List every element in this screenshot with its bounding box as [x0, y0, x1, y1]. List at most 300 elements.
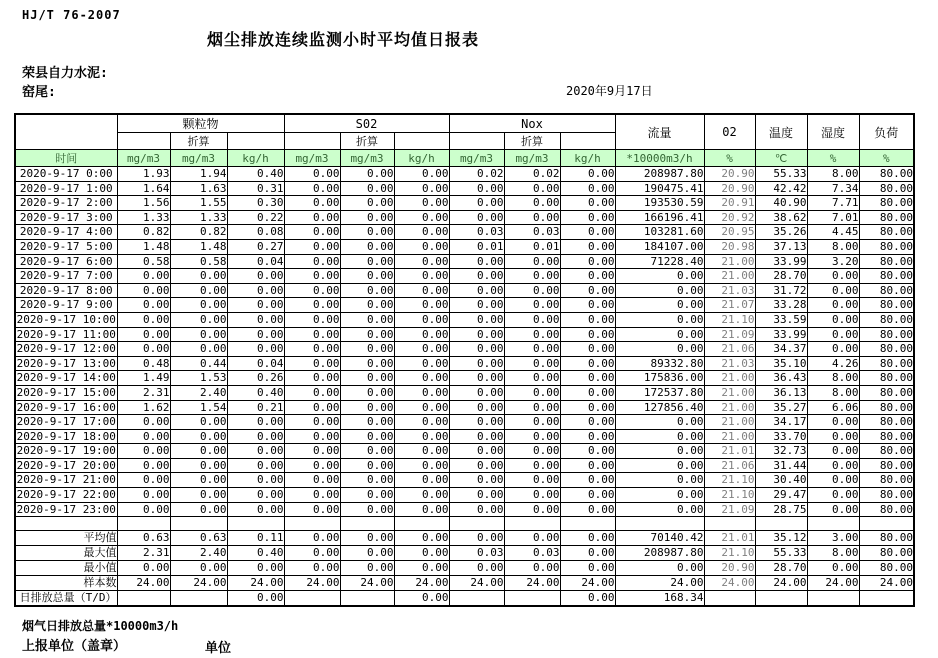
value-cell: 21.00: [704, 415, 755, 430]
value-cell: 21.00: [704, 269, 755, 284]
value-cell: 0.00: [340, 181, 394, 196]
value-cell: 24.00: [504, 576, 560, 591]
unit-cell: kg/h: [394, 150, 449, 167]
unit-cell: ℃: [755, 150, 807, 167]
value-cell: 0.00: [117, 415, 170, 430]
value-cell: 0.00: [117, 488, 170, 503]
value-cell: 0.00: [615, 269, 704, 284]
value-cell: 0.00: [504, 283, 560, 298]
value-cell: 0.31: [227, 181, 284, 196]
value-cell: 0.00: [227, 488, 284, 503]
table-row: [15, 415, 914, 430]
value-cell: 0.11: [227, 531, 284, 546]
value-cell: 80.00: [859, 181, 914, 196]
value-cell: 80.00: [859, 531, 914, 546]
value-cell: 1.33: [170, 210, 227, 225]
value-cell: 0.58: [170, 254, 227, 269]
value-cell: 0.40: [227, 167, 284, 182]
value-cell: 0.00: [284, 327, 340, 342]
value-cell: 0.00: [117, 269, 170, 284]
value-cell: 2.31: [117, 385, 170, 400]
value-cell: 0.00: [560, 444, 615, 459]
value-cell: 190475.41: [615, 181, 704, 196]
spacer-cell: [560, 517, 615, 531]
value-cell: 30.40: [755, 473, 807, 488]
value-cell: 0.00: [615, 429, 704, 444]
value-cell: 0.00: [504, 473, 560, 488]
value-cell: 0.00: [340, 400, 394, 415]
value-cell: 0.40: [227, 546, 284, 561]
table-row: [15, 385, 914, 400]
spacer-cell: [227, 517, 284, 531]
value-cell: 80.00: [859, 546, 914, 561]
value-cell: 0.00: [170, 473, 227, 488]
value-cell: 20.90: [704, 181, 755, 196]
value-cell: 0.00: [340, 371, 394, 386]
value-cell: 0.00: [394, 591, 449, 607]
value-cell: 0.00: [449, 502, 504, 517]
value-cell: 0.00: [284, 415, 340, 430]
value-cell: 0.00: [284, 239, 340, 254]
unit-cell: %: [807, 150, 859, 167]
value-cell: 103281.60: [615, 225, 704, 240]
value-cell: 0.01: [504, 239, 560, 254]
spacer-cell: [340, 517, 394, 531]
value-cell: 70140.42: [615, 531, 704, 546]
value-cell: 0.00: [449, 327, 504, 342]
value-cell: 28.70: [755, 561, 807, 576]
value-cell: 1.63: [170, 181, 227, 196]
value-cell: 208987.80: [615, 167, 704, 182]
value-cell: 0.00: [394, 502, 449, 517]
value-cell: 80.00: [859, 444, 914, 459]
group-header-row: [15, 114, 914, 133]
value-cell: 0.44: [170, 356, 227, 371]
table-row: [15, 239, 914, 254]
value-cell: 0.00: [284, 225, 340, 240]
value-cell: 0.00: [227, 473, 284, 488]
value-cell: 0.00: [227, 591, 284, 607]
value-cell: 0.01: [449, 239, 504, 254]
value-cell: 0.00: [284, 269, 340, 284]
group-header-pm: 颗粒物: [117, 114, 284, 133]
value-cell: 21.00: [704, 429, 755, 444]
conversion-label-so2: 折算: [340, 133, 394, 150]
value-cell: 0.00: [504, 312, 560, 327]
value-cell: 0.00: [394, 225, 449, 240]
value-cell: 0.00: [615, 283, 704, 298]
unit-label: 单位: [205, 641, 232, 656]
value-cell: 0.26: [227, 371, 284, 386]
value-cell: [504, 591, 560, 607]
value-cell: 38.62: [755, 210, 807, 225]
value-cell: 0.00: [449, 385, 504, 400]
value-cell: 0.00: [284, 385, 340, 400]
value-cell: 7.34: [807, 181, 859, 196]
value-cell: 0.00: [227, 561, 284, 576]
value-cell: 0.00: [807, 458, 859, 473]
value-cell: [117, 591, 170, 607]
value-cell: 40.90: [755, 196, 807, 211]
value-cell: 80.00: [859, 327, 914, 342]
value-cell: 33.28: [755, 298, 807, 313]
value-cell: 0.00: [227, 458, 284, 473]
value-cell: 0.00: [560, 283, 615, 298]
value-cell: 28.70: [755, 269, 807, 284]
value-cell: 2.31: [117, 546, 170, 561]
table-row: [15, 225, 914, 240]
value-cell: 4.45: [807, 225, 859, 240]
value-cell: 0.00: [340, 225, 394, 240]
value-cell: 0.00: [807, 473, 859, 488]
value-cell: 24.00: [859, 576, 914, 591]
value-cell: 0.00: [284, 196, 340, 211]
value-cell: 4.26: [807, 356, 859, 371]
conversion-label-pm: 折算: [170, 133, 227, 150]
value-cell: 20.95: [704, 225, 755, 240]
value-cell: 80.00: [859, 167, 914, 182]
value-cell: 0.00: [504, 531, 560, 546]
value-cell: 31.44: [755, 458, 807, 473]
column-header-temperature: 温度: [755, 114, 807, 150]
value-cell: 2.40: [170, 385, 227, 400]
unit-cell: %: [859, 150, 914, 167]
value-cell: 0.21: [227, 400, 284, 415]
daily-total-row: [15, 591, 914, 607]
value-cell: 1.93: [117, 167, 170, 182]
column-header-humidity: 湿度: [807, 114, 859, 150]
value-cell: 0.00: [504, 400, 560, 415]
value-cell: 0.00: [504, 254, 560, 269]
value-cell: 0.00: [340, 385, 394, 400]
value-cell: 0.00: [449, 298, 504, 313]
summary-label: 平均值: [15, 531, 117, 546]
value-cell: 0.00: [560, 591, 615, 607]
value-cell: 0.02: [449, 167, 504, 182]
value-cell: 0.00: [284, 444, 340, 459]
value-cell: 0.00: [615, 327, 704, 342]
value-cell: 127856.40: [615, 400, 704, 415]
value-cell: 8.00: [807, 371, 859, 386]
value-cell: 20.91: [704, 196, 755, 211]
time-cell: 2020-9-17 12:00: [16, 342, 116, 356]
value-cell: 0.27: [227, 239, 284, 254]
value-cell: 0.00: [615, 444, 704, 459]
value-cell: 0.00: [449, 400, 504, 415]
table-header: [15, 114, 914, 167]
value-cell: 80.00: [859, 415, 914, 430]
value-cell: 0.00: [504, 327, 560, 342]
spacer-cell: [807, 517, 859, 531]
value-cell: 24.00: [340, 576, 394, 591]
time-cell: 2020-9-17 3:00: [15, 210, 117, 225]
table-row: [15, 356, 914, 371]
company-name: 荣县自力水泥:: [22, 66, 108, 81]
value-cell: 8.00: [807, 167, 859, 182]
value-cell: 80.00: [859, 458, 914, 473]
value-cell: 0.00: [170, 488, 227, 503]
value-cell: 0.00: [394, 298, 449, 313]
value-cell: 0.00: [170, 342, 227, 357]
value-cell: 0.00: [284, 283, 340, 298]
time-cell: 2020-9-17 0:00: [15, 167, 117, 182]
value-cell: 0.00: [170, 444, 227, 459]
value-cell: 0.04: [227, 356, 284, 371]
value-cell: 0.00: [807, 488, 859, 503]
value-cell: 0.00: [340, 196, 394, 211]
value-cell: 2.40: [170, 546, 227, 561]
value-cell: 33.99: [755, 327, 807, 342]
value-cell: 0.00: [394, 546, 449, 561]
spacer-cell: [755, 517, 807, 531]
value-cell: 1.64: [117, 181, 170, 196]
time-cell: 2020-9-17 17:00: [16, 415, 116, 429]
value-cell: 0.00: [394, 196, 449, 211]
value-cell: 0.00: [284, 371, 340, 386]
value-cell: 7.01: [807, 210, 859, 225]
value-cell: 0.00: [615, 473, 704, 488]
value-cell: 80.00: [859, 488, 914, 503]
value-cell: 0.00: [227, 444, 284, 459]
table-row: [15, 444, 914, 459]
value-cell: 0.00: [340, 561, 394, 576]
unit-cell: mg/m3: [117, 150, 170, 167]
value-cell: 0.00: [284, 488, 340, 503]
value-cell: 34.17: [755, 415, 807, 430]
value-cell: 0.00: [227, 429, 284, 444]
value-cell: 0.00: [284, 312, 340, 327]
value-cell: 0.00: [394, 458, 449, 473]
value-cell: 0.00: [560, 400, 615, 415]
value-cell: 20.92: [704, 210, 755, 225]
value-cell: 0.00: [807, 561, 859, 576]
blank-cell: [560, 133, 615, 150]
value-cell: 184107.00: [615, 239, 704, 254]
value-cell: 24.00: [807, 576, 859, 591]
value-cell: 80.00: [859, 429, 914, 444]
value-cell: 1.62: [117, 400, 170, 415]
value-cell: 80.00: [859, 400, 914, 415]
value-cell: 0.00: [560, 502, 615, 517]
station-name: 窑尾:: [22, 85, 56, 100]
value-cell: 0.00: [340, 444, 394, 459]
unit-cell: kg/h: [560, 150, 615, 167]
table-row: [15, 488, 914, 503]
value-cell: 0.00: [117, 444, 170, 459]
value-cell: 0.00: [615, 342, 704, 357]
value-cell: [449, 591, 504, 607]
value-cell: 24.00: [449, 576, 504, 591]
value-cell: 0.00: [284, 181, 340, 196]
value-cell: [859, 591, 914, 607]
value-cell: 0.00: [117, 561, 170, 576]
value-cell: 21.06: [704, 342, 755, 357]
value-cell: 0.00: [615, 488, 704, 503]
value-cell: 80.00: [859, 356, 914, 371]
value-cell: 0.00: [504, 385, 560, 400]
blank-cell: [449, 133, 504, 150]
summary-label: 最小值: [15, 561, 117, 576]
value-cell: 29.47: [755, 488, 807, 503]
value-cell: 0.00: [394, 181, 449, 196]
table-row: [15, 458, 914, 473]
value-cell: 0.00: [284, 473, 340, 488]
value-cell: 0.00: [284, 458, 340, 473]
value-cell: 0.00: [340, 312, 394, 327]
value-cell: 21.00: [704, 254, 755, 269]
value-cell: 0.00: [284, 561, 340, 576]
spacer-cell: [504, 517, 560, 531]
value-cell: 21.10: [704, 473, 755, 488]
summary-label: 样本数: [15, 576, 117, 591]
unit-cell: mg/m3: [449, 150, 504, 167]
table-row: [15, 312, 914, 327]
reporting-unit-label: 上报单位（盖章）: [22, 639, 127, 654]
spacer-cell: [615, 517, 704, 531]
value-cell: 1.56: [117, 196, 170, 211]
value-cell: 0.00: [615, 312, 704, 327]
value-cell: 80.00: [859, 298, 914, 313]
value-cell: 0.00: [340, 473, 394, 488]
value-cell: 21.03: [704, 283, 755, 298]
value-cell: 35.10: [755, 356, 807, 371]
value-cell: 24.00: [170, 576, 227, 591]
value-cell: 33.59: [755, 312, 807, 327]
column-header-load: 负荷: [859, 114, 914, 150]
value-cell: 0.00: [504, 181, 560, 196]
page-title: 烟尘排放连续监测小时平均值日报表: [207, 30, 480, 49]
value-cell: 0.00: [117, 342, 170, 357]
value-cell: 80.00: [859, 210, 914, 225]
table-row: [15, 502, 914, 517]
value-cell: 42.42: [755, 181, 807, 196]
value-cell: 24.00: [755, 576, 807, 591]
blank-cell: [394, 133, 449, 150]
value-cell: 0.48: [117, 356, 170, 371]
time-cell: 2020-9-17 2:00: [15, 196, 117, 211]
value-cell: 0.00: [615, 415, 704, 430]
value-cell: 80.00: [859, 269, 914, 284]
time-cell: 2020-9-17 20:00: [16, 458, 116, 472]
value-cell: 21.01: [704, 444, 755, 459]
value-cell: 0.00: [227, 342, 284, 357]
group-header-so2: S02: [284, 114, 449, 133]
unit-cell: mg/m3: [170, 150, 227, 167]
value-cell: 0.00: [170, 269, 227, 284]
value-cell: 0.00: [170, 502, 227, 517]
value-cell: 55.33: [755, 167, 807, 182]
value-cell: 80.00: [859, 312, 914, 327]
value-cell: 0.00: [284, 210, 340, 225]
spacer-cell: [394, 517, 449, 531]
value-cell: 0.00: [449, 458, 504, 473]
value-cell: 0.00: [504, 196, 560, 211]
value-cell: 33.70: [755, 429, 807, 444]
value-cell: 0.63: [170, 531, 227, 546]
time-cell: 2020-9-17 14:00: [16, 371, 116, 385]
time-cell: 2020-9-17 23:00: [16, 502, 116, 516]
time-cell: 2020-9-17 19:00: [16, 444, 116, 458]
value-cell: 0.00: [227, 327, 284, 342]
time-cell: 2020-9-17 9:00: [15, 298, 117, 313]
value-cell: 0.00: [560, 546, 615, 561]
value-cell: 80.00: [859, 239, 914, 254]
value-cell: 0.00: [170, 458, 227, 473]
value-cell: 0.00: [449, 210, 504, 225]
value-cell: 0.00: [560, 239, 615, 254]
value-cell: 0.00: [807, 298, 859, 313]
value-cell: 0.00: [449, 283, 504, 298]
value-cell: 0.00: [560, 210, 615, 225]
value-cell: 0.00: [449, 342, 504, 357]
value-cell: 31.72: [755, 283, 807, 298]
value-cell: 0.00: [284, 546, 340, 561]
table-row: [15, 473, 914, 488]
value-cell: 0.00: [340, 488, 394, 503]
value-cell: 0.00: [394, 167, 449, 182]
value-cell: 20.98: [704, 239, 755, 254]
value-cell: 21.03: [704, 356, 755, 371]
value-cell: 0.00: [504, 210, 560, 225]
value-cell: [340, 591, 394, 607]
value-cell: 21.00: [704, 400, 755, 415]
value-cell: 0.00: [117, 473, 170, 488]
table-row: [15, 429, 914, 444]
value-cell: 0.00: [807, 269, 859, 284]
unit-cell: %: [704, 150, 755, 167]
value-cell: 0.82: [170, 225, 227, 240]
value-cell: 21.09: [704, 327, 755, 342]
value-cell: 0.00: [560, 196, 615, 211]
time-cell: 2020-9-17 22:00: [16, 488, 116, 502]
value-cell: [170, 591, 227, 607]
value-cell: 21.07: [704, 298, 755, 313]
value-cell: 0.00: [394, 561, 449, 576]
value-cell: 0.00: [227, 269, 284, 284]
time-cell: 2020-9-17 13:00: [16, 356, 116, 370]
value-cell: [704, 591, 755, 607]
value-cell: 0.00: [394, 254, 449, 269]
value-cell: 0.00: [170, 327, 227, 342]
value-cell: 21.09: [704, 502, 755, 517]
value-cell: 32.73: [755, 444, 807, 459]
value-cell: 35.27: [755, 400, 807, 415]
table-row: [15, 254, 914, 269]
value-cell: 6.06: [807, 400, 859, 415]
time-cell: 2020-9-17 18:00: [16, 429, 116, 443]
value-cell: 0.00: [394, 429, 449, 444]
value-cell: 21.10: [704, 546, 755, 561]
value-cell: 0.00: [449, 269, 504, 284]
value-cell: 89332.80: [615, 356, 704, 371]
summary-row: [15, 576, 914, 591]
value-cell: 0.00: [340, 298, 394, 313]
value-cell: 0.00: [504, 415, 560, 430]
report-date: 2020年9月17日: [566, 84, 653, 98]
value-cell: 0.00: [504, 458, 560, 473]
table-row: [15, 342, 914, 357]
value-cell: 21.10: [704, 312, 755, 327]
table-row: [15, 181, 914, 196]
value-cell: 0.63: [117, 531, 170, 546]
value-cell: 80.00: [859, 473, 914, 488]
value-cell: 0.08: [227, 225, 284, 240]
time-cell: 2020-9-17 6:00: [15, 254, 117, 269]
value-cell: 0.00: [394, 283, 449, 298]
value-cell: 55.33: [755, 546, 807, 561]
value-cell: 0.00: [394, 444, 449, 459]
value-cell: 0.04: [227, 254, 284, 269]
